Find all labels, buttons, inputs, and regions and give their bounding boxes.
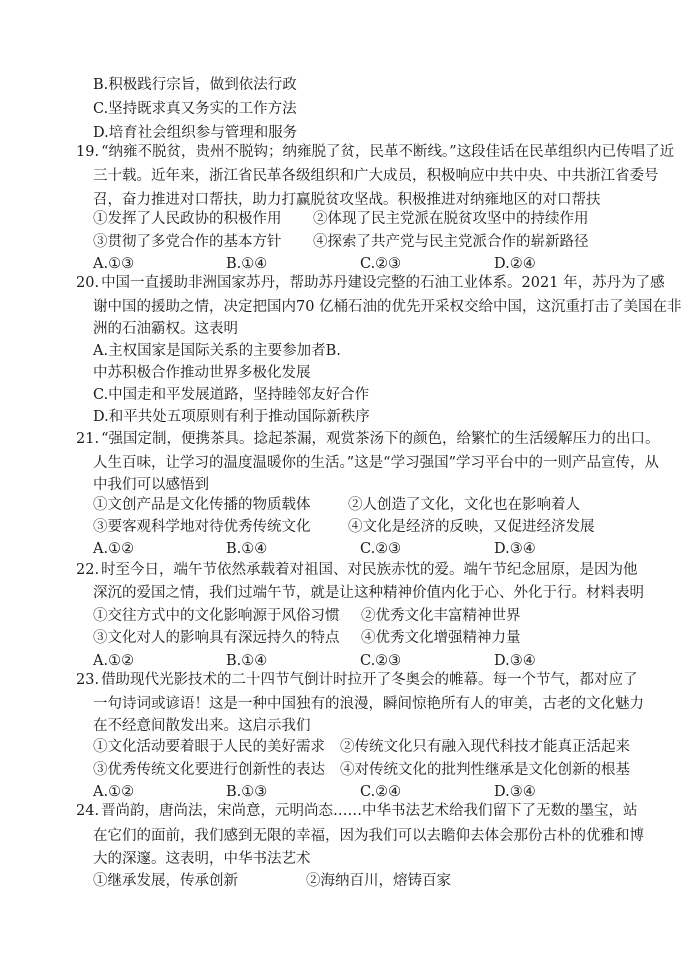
- choice-c: C.②③: [360, 541, 402, 557]
- choice-c: C.②④: [360, 784, 402, 800]
- question-21-line-1: [76, 429, 659, 449]
- choice-d: D.③④: [494, 784, 536, 800]
- choice-b: B.①④: [226, 256, 268, 272]
- choice-b: B.①④: [226, 541, 268, 557]
- question-number: 24.: [76, 803, 100, 819]
- statement-item: ③文化对人的影响具有深远持久的特点: [93, 630, 340, 646]
- question-stem-line: 中国一直援助非洲国家苏丹，帮助苏丹建设完整的石油工业体系。2021 年，苏丹为了感: [101, 275, 665, 291]
- question-number: 20.: [76, 275, 100, 291]
- prev-option-c: C.坚持既求真又务实的工作方法: [93, 101, 297, 117]
- question-stem-line: 人生百味，让学习的温度温暖你的生活。”这是“学习强国”学习平台中的一则产品宣传，从: [93, 455, 659, 471]
- statement-item: ①发挥了人民政协的积极作用: [93, 211, 282, 227]
- statement-item: ③要客观科学地对待优秀传统文化: [93, 519, 311, 535]
- statement-item: ③优秀传统文化要进行创新性的表达: [93, 762, 325, 778]
- question-number: 19.: [76, 144, 100, 160]
- choice-a: A.①③: [93, 256, 135, 272]
- statement-item: ③贯彻了多党合作的基本方针: [93, 234, 282, 250]
- question-stem-line: 三十载。近年来，浙江省民革各级组织和广大成员，积极响应中共中央、中共浙江省委号: [93, 168, 659, 184]
- choice-b: B.①③: [226, 784, 268, 800]
- choice-b: B.①④: [226, 653, 268, 669]
- question-23-line-1: [76, 670, 638, 690]
- statement-item: ②海纳百川，熔铸百家: [306, 873, 451, 889]
- question-24-line-1: [76, 801, 638, 821]
- statement-item: ①继承发展，传承创新: [93, 873, 238, 889]
- question-stem-line: 时至今日，端午节依然承载着对祖国、对民族赤忱的爱。端午节纪念屈原，是因为他: [101, 562, 638, 578]
- statement-item: ①文化活动要着眼于人民的美好需求: [93, 739, 325, 755]
- choice-line: C.中国走和平发展道路，坚持睦邻友好合作: [93, 387, 370, 403]
- question-number: 22.: [76, 562, 100, 578]
- choice-line: 中苏积极合作推动世界多极化发展: [93, 365, 311, 381]
- question-19-line-1: [76, 142, 674, 162]
- question-stem-line: 在它们的面前，我们感到无限的幸福，因为我们可以去瞻仰去体会那份古朴的优雅和博: [93, 828, 644, 844]
- choice-d: D.③④: [494, 541, 536, 557]
- question-stem-line: 洲的石油霸权。这表明: [93, 321, 238, 337]
- question-stem-line: 一句诗词或谚语！这是一种中国独有的浪漫，瞬间惊艳所有人的审美，古老的文化魅力: [93, 696, 644, 712]
- question-stem-line: 中我们可以感悟到: [93, 477, 209, 493]
- statement-item: ②优秀文化丰富精神世界: [361, 608, 521, 624]
- choice-d: D.②④: [494, 256, 536, 272]
- question-number: 21.: [76, 431, 100, 447]
- question-stem-line: 在不经意间散发出来。这启示我们: [93, 718, 311, 734]
- statement-item: ①交往方式中的文化影响源于风俗习惯: [93, 608, 340, 624]
- choice-c: C.②③: [360, 256, 402, 272]
- choice-line: D.和平共处五项原则有利于推动国际新秩序: [93, 409, 370, 425]
- prev-option-d: D.培育社会组织参与管理和服务: [93, 125, 298, 141]
- question-stem-line: 借助现代光影技术的二十四节气倒计时拉开了冬奥会的帷幕。每一个节气，都对应了: [101, 672, 638, 688]
- statement-item: ④优秀文化增强精神力量: [361, 630, 521, 646]
- choice-c: C.②③: [360, 653, 402, 669]
- statement-item: ②传统文化只有融入现代科技才能真正活起来: [340, 739, 630, 755]
- question-stem-line: “纳雍不脱贫，贵州不脱钩；纳雍脱了贫，民革不断线。”这段佳话在民革组织内已传唱了近: [101, 144, 675, 160]
- choice-line: A.主权国家是国际关系的主要参加者B.: [93, 343, 341, 359]
- statement-item: ①文创产品是文化传播的物质载体: [93, 497, 311, 513]
- question-stem-line: 大的深邃。这表明，中华书法艺术: [93, 851, 311, 867]
- question-stem-line: 谢中国的援助之情，决定把国内70 亿桶石油的优先开采权交给中国，这沉重打击了美国在非: [93, 299, 682, 315]
- question-stem-line: “强国定制，便携茶具。捻起茶漏，观赏茶汤下的颜色，给繁忙的生活缓解压力的出口。: [101, 431, 660, 447]
- question-stem-line: 深沉的爱国之情，我们过端午节，就是让这种精神价值内化于心、外化于行。材料表明: [93, 585, 644, 601]
- choice-a: A.①②: [93, 653, 135, 669]
- question-stem-line: 召，奋力推进对口帮扶，助力打赢脱贫攻坚战。积极推进对纳雍地区的对口帮扶: [93, 192, 601, 208]
- statement-item: ②人创造了文化，文化也在影响着人: [348, 497, 580, 513]
- question-number: 23.: [76, 672, 100, 688]
- question-22-line-1: [76, 560, 638, 580]
- statement-item: ④文化是经济的反映，又促进经济发展: [348, 519, 595, 535]
- prev-option-b: B.积极践行宗旨，做到依法行政: [93, 77, 297, 93]
- question-stem-line: 晋尚韵，唐尚法，宋尚意，元明尚态……中华书法艺术给我们留下了无数的墨宝，站: [101, 803, 638, 819]
- statement-item: ②体现了民主党派在脱贫攻坚中的持续作用: [313, 211, 589, 227]
- statement-item: ④探索了共产党与民主党派合作的崭新路径: [313, 234, 589, 250]
- choice-a: A.①②: [93, 541, 135, 557]
- statement-item: ④对传统文化的批判性继承是文化创新的根基: [340, 762, 630, 778]
- choice-a: A.①②: [93, 784, 135, 800]
- question-20-line-1: [76, 273, 665, 293]
- choice-d: D.③④: [494, 653, 536, 669]
